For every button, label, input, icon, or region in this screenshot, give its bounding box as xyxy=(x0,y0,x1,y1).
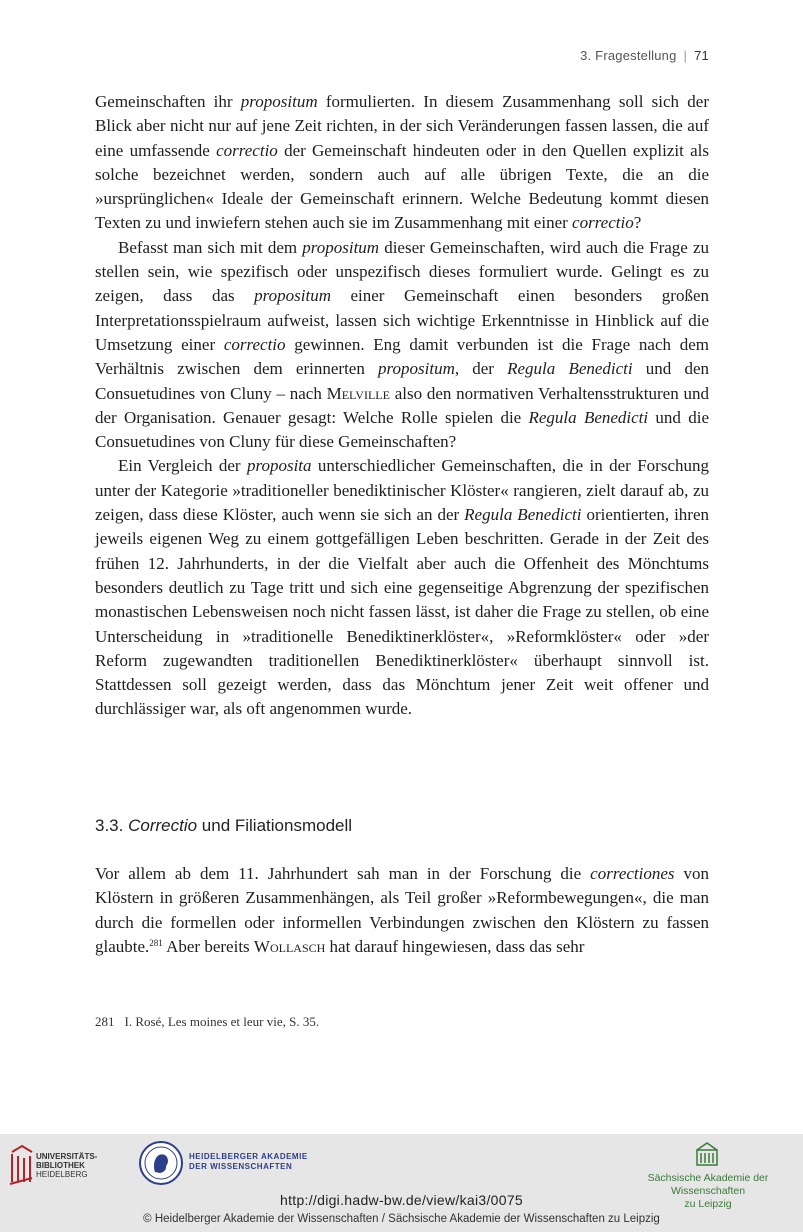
italic-term: proposita xyxy=(246,456,312,476)
page-number: 71 xyxy=(694,48,709,63)
saw-building-icon xyxy=(696,1142,718,1166)
paragraph-3: Ein Vergleich der proposita unterschiedlicher Gemeinschaften, die in der Forschung unter der Kategorie »traditioneller benediktinischer Klöster« rangieren, zielt darauf ab, zu zeigen, dass diese Klöster, auch wenn sie sich an der Regula Benedicti orientierten, ihren jeweils eigenen Weg zu einem gottgefälligen Leben beschritten. Gerade in der Zeit des frühen 12. Jahrhunderts, in der die Vielfalt aber auch die Offenheit des Mönchtums besonders deutlich zu Tage tritt und sich eine gegenseitige Abgrenzung der spezifischen monastischen Lebensweisen noch nicht fassen lässt, ist daher die Frage zu stellen, ob eine Unterscheidung in »traditionelle Benediktinerklöster«, »Reformklöster« oder »der Reform zugewandten traditionellen Benediktinerklöster« überhaupt sinnvoll ist. Stattdessen soll gezeigt werden, dass das Mönchtum jener Zeit weit offener und durchlässiger war, als oft angenommen wurde. xyxy=(95,456,709,719)
hadw-logo-text: HEIDELBERGER AKADEMIE DER WISSENSCHAFTEN xyxy=(189,1152,308,1171)
author-name: Melville xyxy=(326,383,390,403)
running-header xyxy=(580,48,709,63)
section-title-italic: Correctio xyxy=(128,816,198,835)
italic-term: propositum xyxy=(378,359,455,379)
italic-term: propositum xyxy=(302,237,380,257)
copyright-notice: © Heidelberger Akademie der Wissenschaften / Sächsische Akademie der Wissenschaften zu Leipzig xyxy=(143,1213,660,1225)
footnote xyxy=(95,1014,319,1030)
italic-term: propositum xyxy=(240,92,318,111)
header-separator: | xyxy=(683,48,688,63)
hadw-seal-icon xyxy=(138,1140,184,1186)
footnote-reference: 281 xyxy=(149,937,163,948)
main-text-block xyxy=(95,90,709,722)
paragraph-1: Gemeinschaften ihr propositum formulierten. In diesem Zusammenhang soll sich der Blick aber nicht nur auf jene Zeit richten, in der sich Veränderungen fassen lassen, die auf eine umfassende correctio der Gemeinschaft hindeuten oder in den Quellen explizit als solche bezeichnet werden, sondern auch auf alle übrigen Texte, die an die »ursprünglichen« Ideale der Gemeinschaft erinnern. Welche Bedeutung kommt diesen Texten zu und inwiefern stehen auch sie im Zusammenhang mit einer correctio? xyxy=(95,92,709,233)
paragraph-2: Befasst man sich mit dem propositum dieser Gemeinschaften, wird auch die Frage zu stellen sein, wie spezifisch oder unspezifisch dieses formuliert wurde. Gelingt es zu zeigen, dass das propositum einer Gemeinschaft einen besonders großen Interpretationsspielraum aufweist, lassen sich wichtige Erkenntnisse in Hinblick auf die Umsetzung einer correctio gewinnen. Eng damit verbunden ist die Frage nach dem Verhältnis zwischen dem erinnerten propositum, der Regula Benedicti und den Consuetudines von Cluny – nach Melville also den normativen Verhaltensstrukturen und der Organisation. Genauer gesagt: Welche Rolle spielen die Regula Benedicti und die Consuetudines von Cluny für diese Gemeinschaften? xyxy=(95,237,710,452)
footnote-text: I. Rosé, Les moines et leur vie, S. 35. xyxy=(124,1014,320,1029)
section-text-block xyxy=(95,862,709,959)
italic-term: propositum xyxy=(254,286,331,306)
italic-term: Regula Benedicti xyxy=(507,359,633,379)
italic-term: correctiones xyxy=(590,864,675,883)
italic-term: Regula Benedicti xyxy=(528,407,649,427)
italic-term: correctio xyxy=(572,213,634,233)
section-paragraph-1: Vor allem ab dem 11. Jahrhundert sah man in der Forschung die correctiones von Klöstern in größeren Zusammenhängen, als Teil großer »Reformbewegungen«, die man durch die formellen oder informellen Verbindungen zwischen den Klöstern zu fassen glaubte.$^{281}$ Aber bereits Wollasch hat darauf hingewiesen, dass das sehr xyxy=(95,864,709,956)
section-heading xyxy=(95,816,352,836)
section-number: 3.3. xyxy=(95,816,124,835)
ub-heidelberg-logo-text: UNIVERSITÄTS- BIBLIOTHEK HEIDELBERG xyxy=(36,1152,98,1179)
italic-term: correctio xyxy=(216,140,278,160)
author-name: Wollasch xyxy=(253,936,326,956)
header-section-title: 3. Fragestellung xyxy=(580,48,677,63)
footer-bar xyxy=(0,1134,803,1232)
permalink-url[interactable]: http://digi.hadw-bw.de/view/kai3/0075 xyxy=(279,1192,524,1208)
italic-term: correctio xyxy=(223,334,286,354)
footnote-number: 281 xyxy=(95,1014,115,1029)
section-title-rest: und Filiationsmodell xyxy=(197,816,353,835)
italic-term: Regula Benedicti xyxy=(464,505,582,525)
saw-logo-text: Sächsische Akademie der Wissenschaften zu Leipzig xyxy=(647,1172,769,1210)
